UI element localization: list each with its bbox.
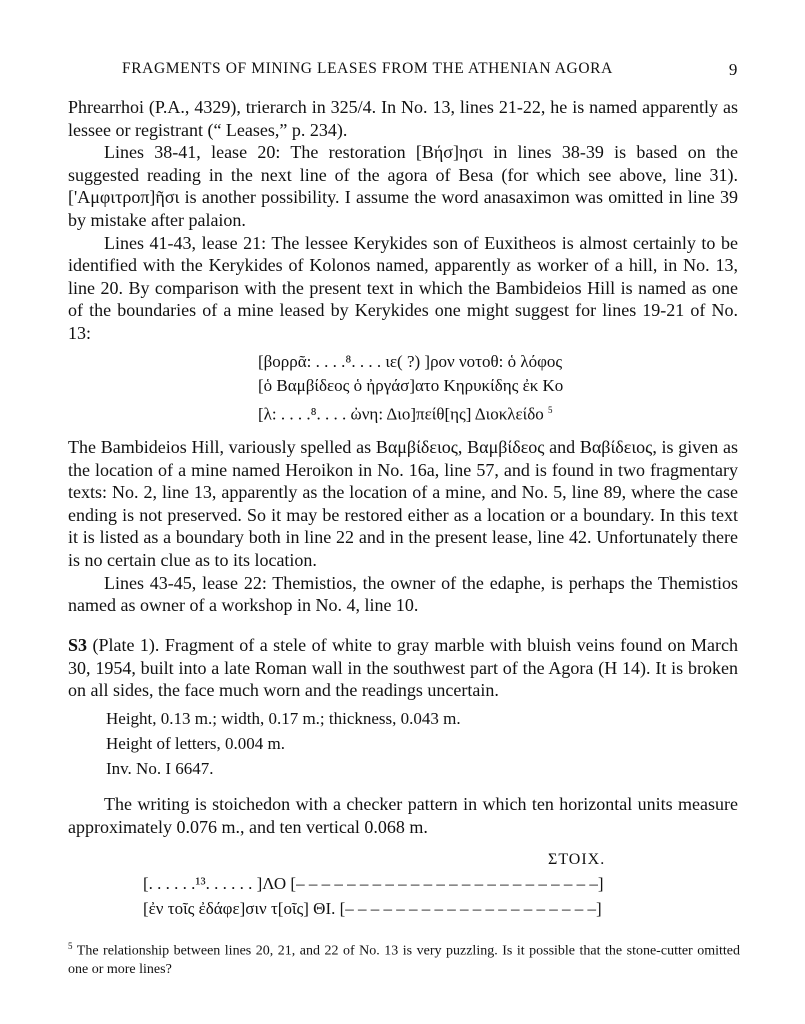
inscription-line-2: [ἐν τοῖς ἐδάφε]σιν τ[οῖς] ΘΙ. [– – – – – – – – – – – – – – – – – – – –]: [143, 899, 602, 918]
inscription-line-1: [. . . . . .¹³. . . . . . ]ΛΟ [– – – – – – – – – – – – – – – – – – – – – – – –]: [143, 874, 604, 893]
entry-paragraph: [68, 634, 738, 702]
page-number: 9: [728, 60, 738, 79]
paragraph-phrearrhoi: Phrearrhoi (P.A., 4329), trierarch in 325/4. In No. 13, lines 21-22, he is named apparently as lessee or registrant (“ Leases,” p. 234).: [68, 97, 738, 140]
entry-s3: [68, 634, 738, 702]
greek-line-3: [258, 398, 563, 427]
dimension-line: Inv. No. I 6647.: [106, 759, 214, 778]
stoichedon-note-block: [68, 793, 738, 838]
inscription-lines: [143, 871, 604, 921]
greek-line-2: [ὁ Βαμβίδεος ὁ ἠργάσ]ατο Κηρυκίδης ἐκ Κο: [258, 376, 564, 395]
paragraph-lines-38-41: Lines 38-41, lease 20: The restoration [Bήσ]ησι in lines 38-39 is based on the suggested reading in the next line of the agora of Besa (for which see above, line 31). ['Aμφιτροπ]ῆσι is another possibility. I assume the word anasaximon was omitted in line 39 by mistake after palaion.: [68, 142, 738, 230]
greek-restoration: [258, 350, 563, 427]
paragraph-bambideios: The Bambideios Hill, variously spelled as Βαμβίδειος, Βαμβίδεος and Βαβίδειος, is given as the location of a mine named Heroikon in No. 16a, line 57, and is found in two fragmentary texts: No. 2, line 13, apparently as the location of a mine, and No. 5, line 89, where the case ending is not preserved. So it may be restored either as a location or a boundary. In this text it is listed as a boundary both in line 22 and in the present lease, line 42. Unfortunately there is no certain clue as to its location.: [68, 437, 738, 570]
entry-label: S3: [68, 635, 88, 655]
footnote-reference: 5: [548, 405, 553, 415]
greek-line-1: [βορρᾶ: . . . .⁸. . . . ιε( ?) ]ρον νοτοθ: ὁ λόφος: [258, 352, 563, 371]
stoichedon-note: The writing is stoichedon with a checker pattern in which ten horizontal units measure approximately 0.076 m., and ten vertical 0.068 m.: [68, 794, 738, 837]
footnote-text: The relationship between lines 20, 21, and 22 of No. 13 is very puzzling. Is it possible that the stone-cutter omitted one or more lines?: [68, 943, 740, 978]
body-text-continued: [68, 436, 738, 617]
dimension-line: Height of letters, 0.004 m.: [106, 734, 285, 753]
running-title: FRAGMENTS OF MINING LEASES FROM THE ATHENIAN AGORA: [122, 60, 613, 77]
footnote-mark: 5: [68, 941, 73, 951]
dimensions: [106, 706, 461, 781]
dimension-line: Height, 0.13 m.; width, 0.17 m.; thickness, 0.043 m.: [106, 709, 461, 728]
body-text: [68, 96, 738, 345]
stoichedon-heading: ΣΤΟΙΧ.: [548, 851, 606, 868]
footnote: [68, 937, 740, 980]
greek-line-3-text: [λ: . . . .⁸. . . . ὠνη: Διο]πείθ[ης] Διοκλείδο: [258, 404, 544, 424]
paragraph-lines-41-43: Lines 41-43, lease 21: The lessee Kerykides son of Euxitheos is almost certainly to be identified with the Kerykides of Kolonos named, apparently as worker of a hill, in No. 13, line 20. By comparison with the present text in which the Bambideios Hill is named as one of the boundaries of a mine leased by Kerykides one might suggest for lines 19-21 of No. 13:: [68, 232, 738, 343]
paragraph-lines-43-45: Lines 43-45, lease 22: Themistios, the owner of the edaphe, is perhaps the Themistios named as owner of a workshop in No. 4, line 10.: [68, 572, 738, 616]
entry-text: (Plate 1). Fragment of a stele of white to gray marble with bluish veins found on March 30, 1954, built into a late Roman wall in the southwest part of the Agora (H 14). It is broken on all sides, the face much worn and the readings uncertain.: [68, 635, 738, 701]
